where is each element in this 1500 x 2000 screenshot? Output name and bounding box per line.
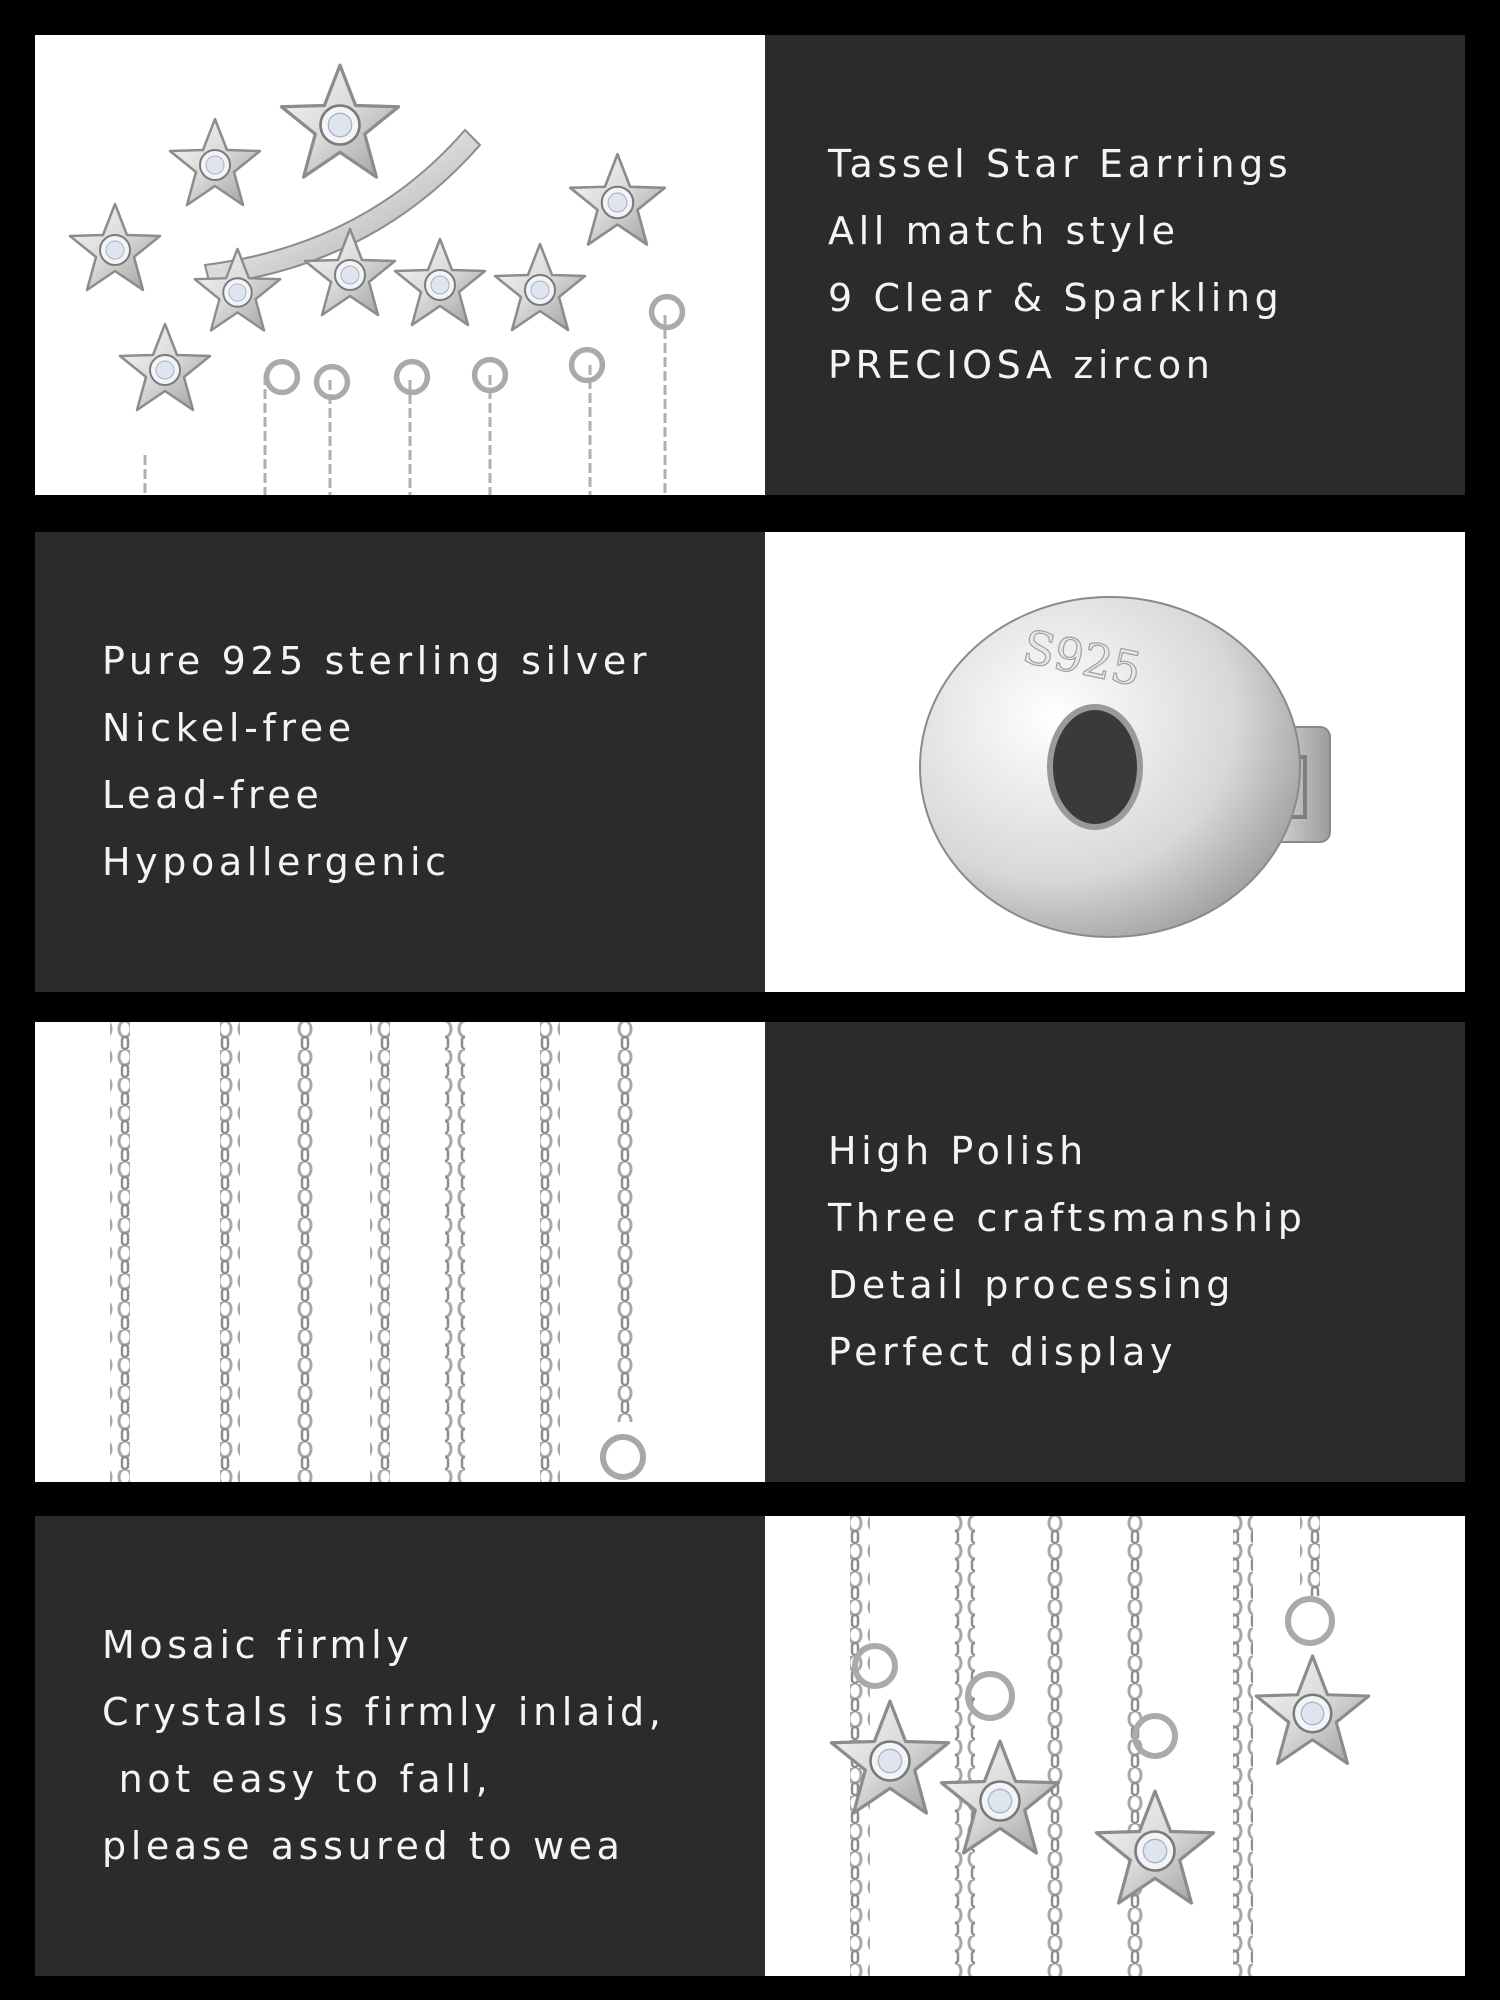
section3-line-2: Three craftsmanship — [828, 1196, 1307, 1240]
section-mosaic — [35, 1516, 1465, 1976]
section4-line-3: not easy to fall, — [102, 1757, 493, 1801]
section2-text — [35, 532, 765, 992]
section2-line-1: Pure 925 sterling silver — [102, 639, 652, 683]
section1-line-2: All match style — [828, 209, 1180, 253]
section3-text — [765, 1022, 1465, 1482]
star-cluster-image — [35, 35, 765, 495]
chain-detail-illustration — [35, 1022, 765, 1482]
section3-line-3: Detail processing — [828, 1263, 1236, 1307]
section1-text — [765, 35, 1465, 495]
section-tassel-star — [35, 35, 1465, 495]
section2-line-3: Lead-free — [102, 773, 324, 817]
chain-detail-image — [35, 1022, 765, 1482]
section1-line-4: PRECIOSA zircon — [828, 343, 1215, 387]
section2-line-4: Hypoallergenic — [102, 840, 451, 884]
section2-line-2: Nickel-free — [102, 706, 356, 750]
section4-line-2: Crystals is firmly inlaid, — [102, 1690, 666, 1734]
star-pendants-illustration — [765, 1516, 1465, 1976]
section3-line-1: High Polish — [828, 1129, 1088, 1173]
section1-line-3: 9 Clear & Sparkling — [828, 276, 1284, 320]
section3-line-4: Perfect display — [828, 1330, 1178, 1374]
earring-back-illustration — [765, 532, 1465, 992]
earring-back-image — [765, 532, 1465, 992]
section4-line-1: Mosaic firmly — [102, 1623, 414, 1667]
section-high-polish — [35, 1022, 1465, 1482]
star-pendants-image — [765, 1516, 1465, 1976]
section-sterling-silver — [35, 532, 1465, 992]
section1-line-1: Tassel Star Earrings — [828, 142, 1293, 186]
s925-stamp: S925 — [1018, 619, 1147, 697]
section4-line-4: please assured to wea — [102, 1824, 625, 1868]
star-cluster-illustration — [35, 35, 765, 495]
section4-text — [35, 1516, 765, 1976]
